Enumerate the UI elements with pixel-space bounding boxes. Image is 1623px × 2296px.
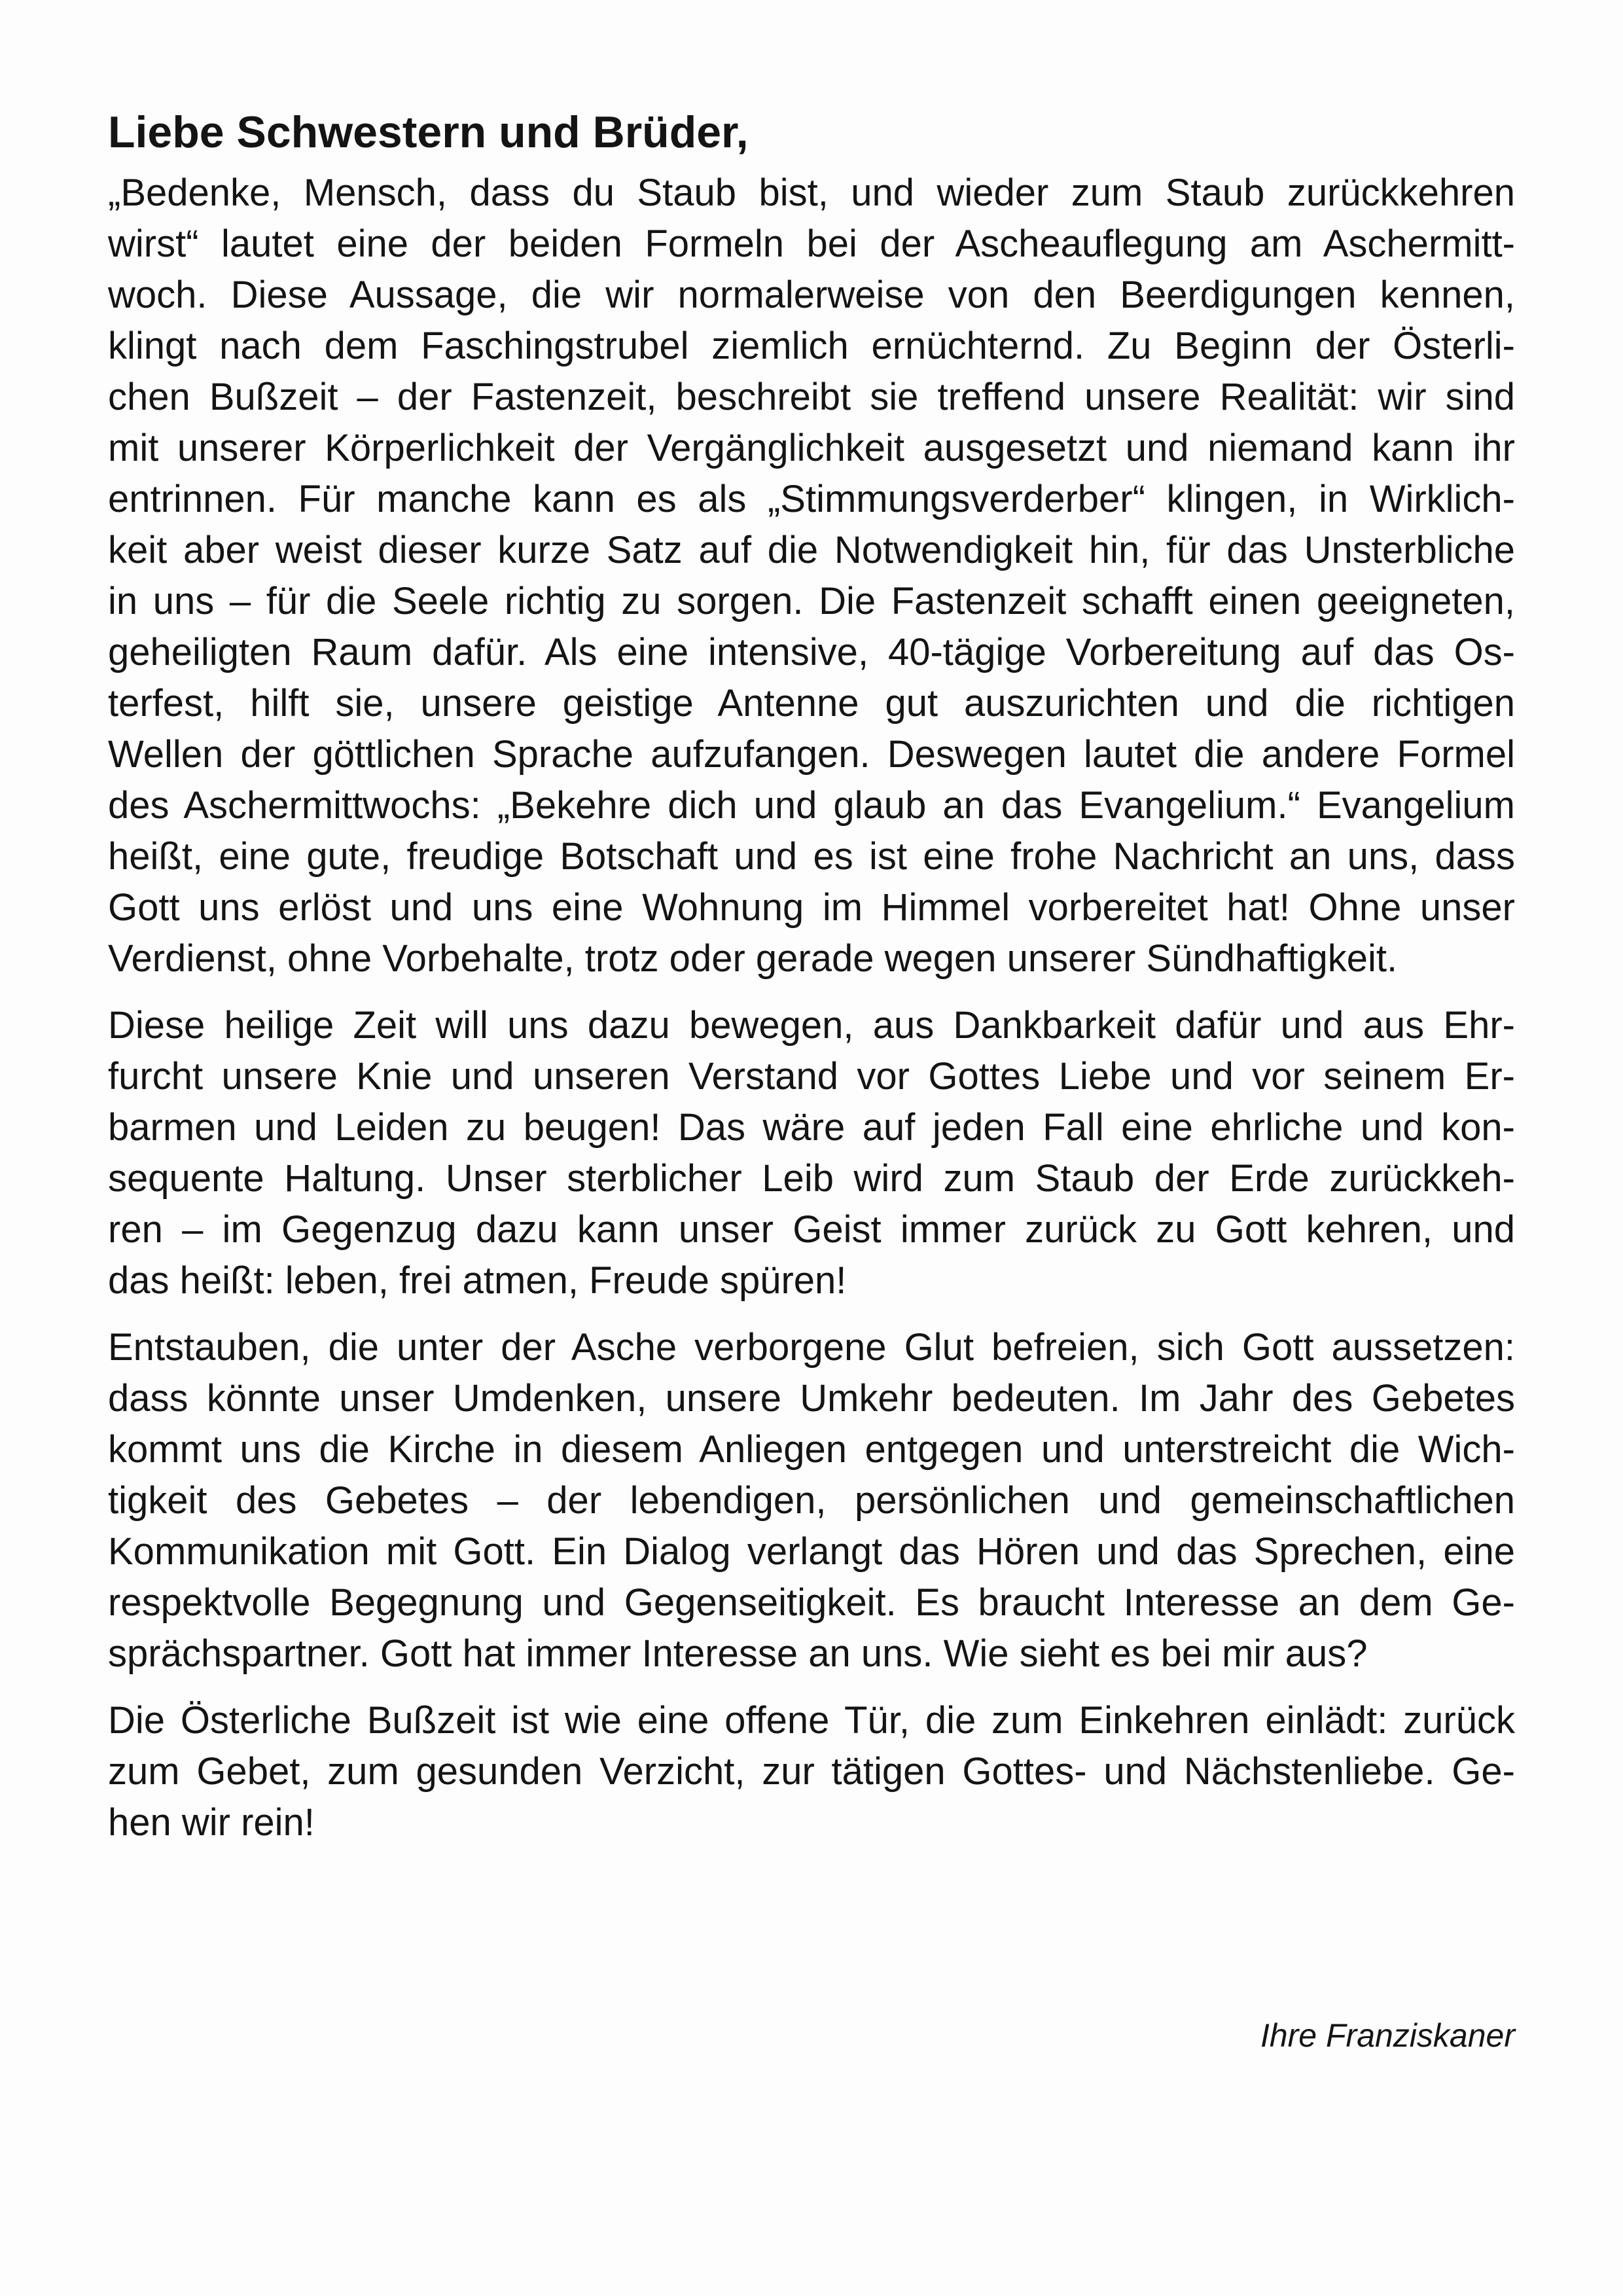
paragraph-line: hen wir rein!: [108, 1801, 315, 1844]
paragraph-line: tigkeit des Gebetes – der lebendigen, persönlichen und gemeinschaftlichen: [108, 1479, 1515, 1522]
paragraph-line: Kommunikation mit Gott. Ein Dialog verlangt das Hören und das Sprechen, eine: [108, 1530, 1515, 1573]
paragraph-line: „Bedenke, Mensch, dass du Staub bist, und wieder zum Staub zurückkehren: [108, 171, 1515, 214]
paragraph-line: Die Österliche Bußzeit ist wie eine offene Tür, die zum Einkehren einlädt: zurück: [108, 1699, 1515, 1742]
paragraph-line: geheiligten Raum dafür. Als eine intensive, 40-tägige Vorbereitung auf das Os-: [108, 631, 1515, 673]
paragraph-line: zum Gebet, zum gesunden Verzicht, zur tätigen Gottes- und Nächstenliebe. Ge-: [108, 1750, 1515, 1793]
paragraph: [108, 1000, 1515, 1306]
paragraph-line: Diese heilige Zeit will uns dazu bewegen, aus Dankbarkeit dafür und aus Ehr-: [108, 1004, 1515, 1047]
paragraph-line: Entstauben, die unter der Asche verborgene Glut befreien, sich Gott aussetzen:: [108, 1326, 1515, 1369]
paragraph-line: in uns – für die Seele richtig zu sorgen. Die Fastenzeit schafft einen geeigneten,: [108, 580, 1515, 622]
paragraph: [108, 168, 1515, 984]
paragraph: [108, 1695, 1515, 1848]
paragraph-line: Gott uns erlöst und uns eine Wohnung im Himmel vorbereitet hat! Ohne unser: [108, 886, 1515, 929]
signature: Ihre Franziskaner: [1260, 2017, 1515, 2054]
paragraph: [108, 1322, 1515, 1679]
paragraph-line: barmen und Leiden zu beugen! Das wäre auf jeden Fall eine ehrliche und kon-: [108, 1106, 1515, 1149]
paragraph-line: kommt uns die Kirche in diesem Anliegen entgegen und unterstreicht die Wich-: [108, 1428, 1515, 1471]
paragraph-line: terfest, hilft sie, unsere geistige Antenne gut auszurichten und die richtigen: [108, 682, 1515, 725]
paragraph-line: Verdienst, ohne Vorbehalte, trotz oder gerade wegen unserer Sündhaftigkeit.: [108, 937, 1398, 980]
paragraph-line: ren – im Gegenzug dazu kann unser Geist immer zurück zu Gott kehren, und: [108, 1208, 1515, 1251]
paragraph-line: sequente Haltung. Unser sterblicher Leib wird zum Staub der Erde zurückkeh-: [108, 1157, 1515, 1200]
paragraph-line: heißt, eine gute, freudige Botschaft und es ist eine frohe Nachricht an uns, dass: [108, 835, 1515, 878]
paragraph-line: keit aber weist dieser kurze Satz auf die Notwendigkeit hin, für das Unsterbliche: [108, 529, 1515, 571]
paragraph-line: dass könnte unser Umdenken, unsere Umkehr bedeuten. Im Jahr des Gebetes: [108, 1377, 1515, 1420]
paragraph-line: Wellen der göttlichen Sprache aufzufangen. Deswegen lautet die andere Formel: [108, 733, 1515, 776]
paragraph-line: respektvolle Begegnung und Gegenseitigkeit. Es braucht Interesse an dem Ge-: [108, 1581, 1515, 1624]
paragraph-line: das heißt: leben, frei atmen, Freude spüren!: [108, 1259, 847, 1302]
paragraph-line: chen Bußzeit – der Fastenzeit, beschreibt sie treffend unsere Realität: wir sind: [108, 376, 1515, 418]
paragraph-line: klingt nach dem Faschingstrubel ziemlich ernüchternd. Zu Beginn der Österli-: [108, 325, 1515, 367]
paragraph-line: mit unserer Körperlichkeit der Vergänglichkeit ausgesetzt und niemand kann ihr: [108, 427, 1515, 469]
paragraph-line: entrinnen. Für manche kann es als „Stimmungsverderber“ klingen, in Wirklich-: [108, 478, 1515, 520]
paragraph-line: sprächspartner. Gott hat immer Interesse an uns. Wie sieht es bei mir aus?: [108, 1632, 1368, 1675]
body-text: [108, 168, 1515, 1848]
paragraph-line: wirst“ lautet eine der beiden Formeln bei der Ascheauflegung am Aschermitt-: [108, 223, 1515, 265]
paragraph-line: furcht unsere Knie und unseren Verstand vor Gottes Liebe und vor seinem Er-: [108, 1055, 1515, 1098]
paragraph-line: des Aschermittwochs: „Bekehre dich und glaub an das Evangelium.“ Evangelium: [108, 784, 1515, 827]
paragraph-line: woch. Diese Aussage, die wir normalerweise von den Beerdigungen kennen,: [108, 274, 1515, 316]
page-title: Liebe Schwestern und Brüder,: [108, 107, 749, 157]
